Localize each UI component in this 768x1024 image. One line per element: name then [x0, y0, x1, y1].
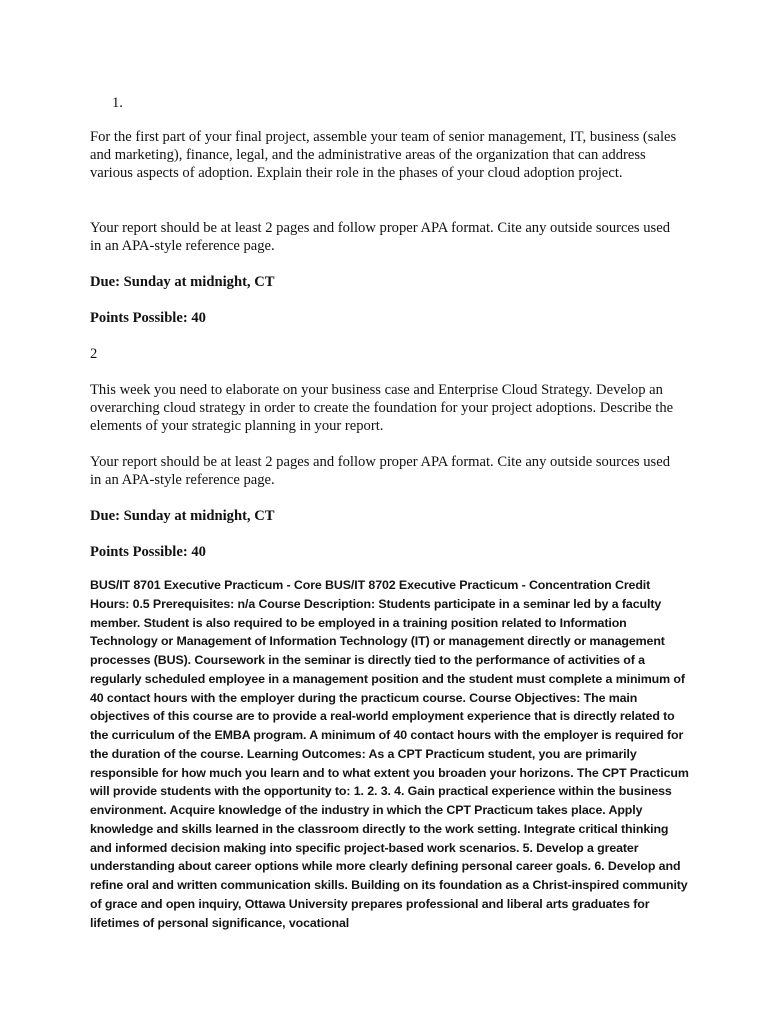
list-number: 1. — [112, 95, 123, 111]
assignment-2-instructions: This week you need to elaborate on your business case and Enterprise Cloud Strategy. Develop an overarching cloud strategy in order to create the foundation for your project adoptions. Describe the elements of your strategic planning in your report. — [90, 382, 674, 434]
assignment-1-instructions: For the first part of your final project, assemble your team of senior management, IT, business (sales and marketing), finance, legal, and the administrative areas of the organization that can address various aspects of adoption. Explain their role in the phases of your cloud adoption project. — [90, 129, 677, 181]
course-description-text: BUS/IT 8701 Executive Practicum - Core BUS/IT 8702 Executive Practicum - Concentration Credit Hours: 0.5 Prerequisites: n/a Course Description: Students participate in a seminar led by a faculty member. Student is also required to be employed in a training position related to Information Technology or Management of Information Technology (IT) or management directly or management processes (BUS). Coursework in the seminar is directly tied to the performance of activities of a regularly scheduled employee in a management position and the student must complete a minimum of 40 contact hours with the employer during the practicum course. Course Objectives: The main objectives of this course are to provide a real-world employment experience that is directly related to the curriculum of the EMBA program. A minimum of 40 contact hours with the employer is required for the duration of the course. Learning Outcomes: As a CPT Practicum student, you are primarily responsible for how much you learn and to what extent you broaden your horizons. The CPT Practicum will provide students with the opportunity to: 1. 2. 3. 4. Gain practical experience within the business environment. Acquire knowledge of the industry in which the CPT Practicum takes place. Apply knowledge and skills learned in the classroom directly to the work setting. Integrate critical thinking and informed decision making into specific project-based work scenarios. 5. Develop a greater understanding about career options while more clearly defining personal career goals. 6. Develop and refine oral and written communication skills. Building on its foundation as a Christ-inspired community of grace and open inquiry, Ottawa University prepares professional and liberal arts graduates for lifetimes of personal significance, vocational — [90, 578, 689, 930]
assignment-2-requirements: Your report should be at least 2 pages and follow proper APA format. Cite any outside sources used in an APA-style reference page. — [90, 454, 671, 488]
assignment-1-requirements: Your report should be at least 2 pages and follow proper APA format. Cite any outside sources used in an APA-style reference page. — [90, 220, 671, 254]
assignment-1-points: Points Possible: 40 — [90, 310, 206, 326]
assignment-2-due-date: Due: Sunday at midnight, CT — [90, 508, 275, 524]
assignment-2-points: Points Possible: 40 — [90, 544, 206, 560]
assignment-1-due-date: Due: Sunday at midnight, CT — [90, 274, 275, 290]
section-number: 2 — [90, 346, 98, 362]
